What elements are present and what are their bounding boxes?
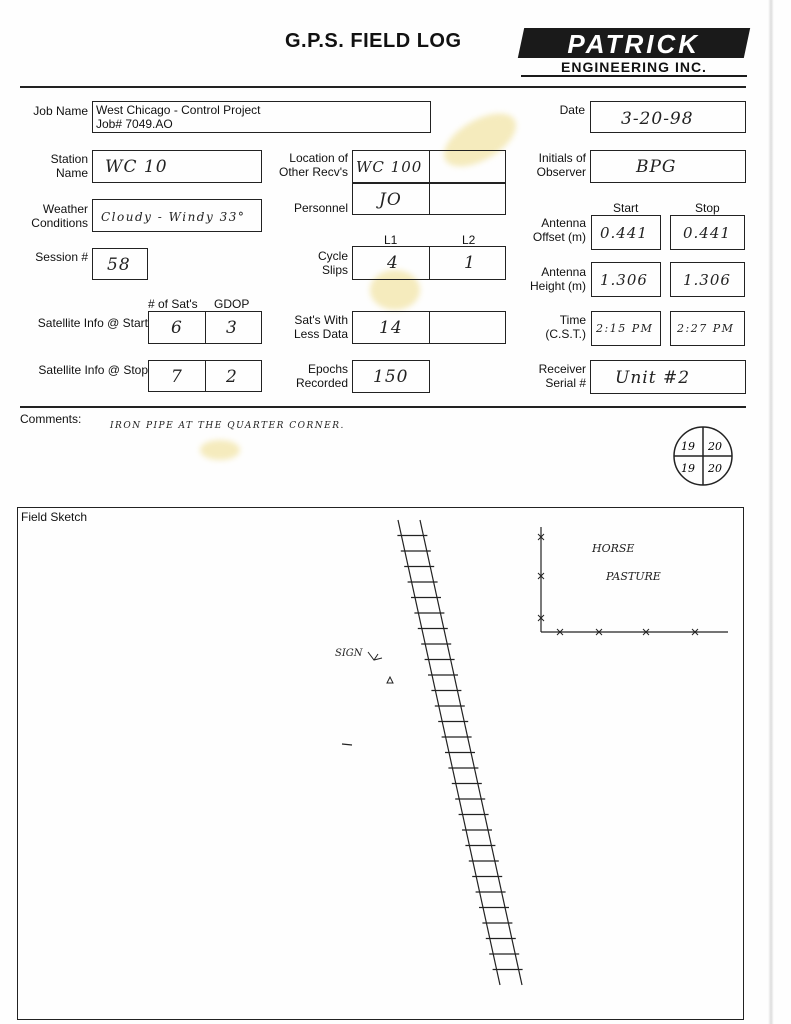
personnel-label: Personnel [293, 201, 348, 215]
sign-label: SIGN [335, 648, 363, 659]
cycle-slips-label: Cycle Slips [317, 249, 348, 277]
antenna-height-stop-value: 1.306 [683, 271, 731, 289]
comments-value[interactable]: IRON PIPE AT THE QUARTER CORNER. [110, 421, 345, 431]
weather-value: Cloudy - Windy 33° [101, 210, 246, 224]
logo-text-top: PATRICK [567, 29, 701, 59]
stop-header: Stop [695, 201, 720, 215]
cycle-slips-l1-value: 4 [387, 253, 399, 273]
session-value: 58 [107, 255, 131, 275]
weather-label: Weather Conditions [31, 202, 88, 230]
sat-info-start-gdop-value: 3 [226, 318, 238, 338]
sats-less-data-label: Sat's With Less Data [293, 313, 348, 341]
sat-info-start-label: Satellite Info @ Start [37, 316, 148, 330]
other-recv-label: Location of Other Recv's [279, 151, 348, 179]
time-label: Time (C.S.T.) [545, 313, 586, 341]
section-num-se: 20 [708, 462, 722, 475]
job-number-value: Job# 7049.AO [96, 117, 173, 131]
start-header: Start [613, 201, 639, 215]
page-edge-shadow [768, 0, 774, 1024]
time-start-value: 2:15 PM [596, 322, 654, 335]
station-name-label: Station Name [50, 152, 88, 180]
antenna-height-start-value: 1.306 [600, 271, 648, 289]
job-name-label: Job Name [33, 104, 88, 118]
l2-header: L2 [462, 233, 476, 247]
epochs-label: Epochs Recorded [295, 362, 348, 390]
time-stop-value: 2:27 PM [677, 322, 735, 335]
field-sketch-label: Field Sketch [21, 510, 88, 524]
comments-label: Comments: [20, 412, 82, 426]
section-num-nw: 19 [681, 440, 695, 453]
receiver-value: Unit #2 [615, 368, 691, 388]
sat-info-stop-label: Satellite Info @ Stop [38, 363, 148, 377]
antenna-offset-stop-value: 0.441 [683, 224, 731, 242]
section-num-sw: 19 [681, 462, 695, 475]
l1-header: L1 [384, 233, 398, 247]
date-label: Date [559, 103, 585, 117]
logo-text-bottom: ENGINEERING INC. [521, 60, 747, 77]
railroad-tracks [397, 520, 522, 985]
epochs-value: 150 [373, 367, 409, 387]
pasture-label-line2: PASTURE [606, 570, 661, 583]
sats-header: # of Sat's [148, 297, 198, 311]
gdop-header: GDOP [214, 297, 250, 311]
pasture-label-line1: HORSE [592, 542, 635, 555]
date-value: 3-20-98 [621, 109, 694, 129]
initials-label: Initials of Observer [536, 151, 586, 179]
page-title: G.P.S. FIELD LOG [285, 30, 462, 52]
cycle-slips-l2-value: 1 [464, 253, 476, 273]
sat-info-stop-sats-value: 7 [171, 367, 183, 387]
receiver-label: Receiver Serial # [538, 362, 586, 390]
antenna-height-label: Antenna Height (m) [529, 265, 586, 293]
sketch-dash [342, 744, 352, 745]
sign-arrow-icon [368, 652, 382, 660]
other-recv-value: WC 100 [356, 158, 423, 176]
sat-info-start-sats-value: 6 [171, 318, 183, 338]
initials-value: BPG [636, 157, 677, 177]
personnel-value: JO [379, 190, 402, 210]
sats-less-data-value: 14 [379, 318, 403, 338]
antenna-offset-start-value: 0.441 [600, 224, 648, 242]
job-name-value: West Chicago - Control Project [96, 103, 261, 117]
antenna-offset-label: Antenna Offset (m) [532, 216, 586, 244]
section-num-ne: 20 [708, 440, 722, 453]
control-point-triangle-icon [387, 677, 393, 683]
sat-info-stop-gdop-value: 2 [226, 367, 238, 387]
station-name-value: WC 10 [105, 157, 168, 177]
session-label: Session # [35, 250, 88, 264]
